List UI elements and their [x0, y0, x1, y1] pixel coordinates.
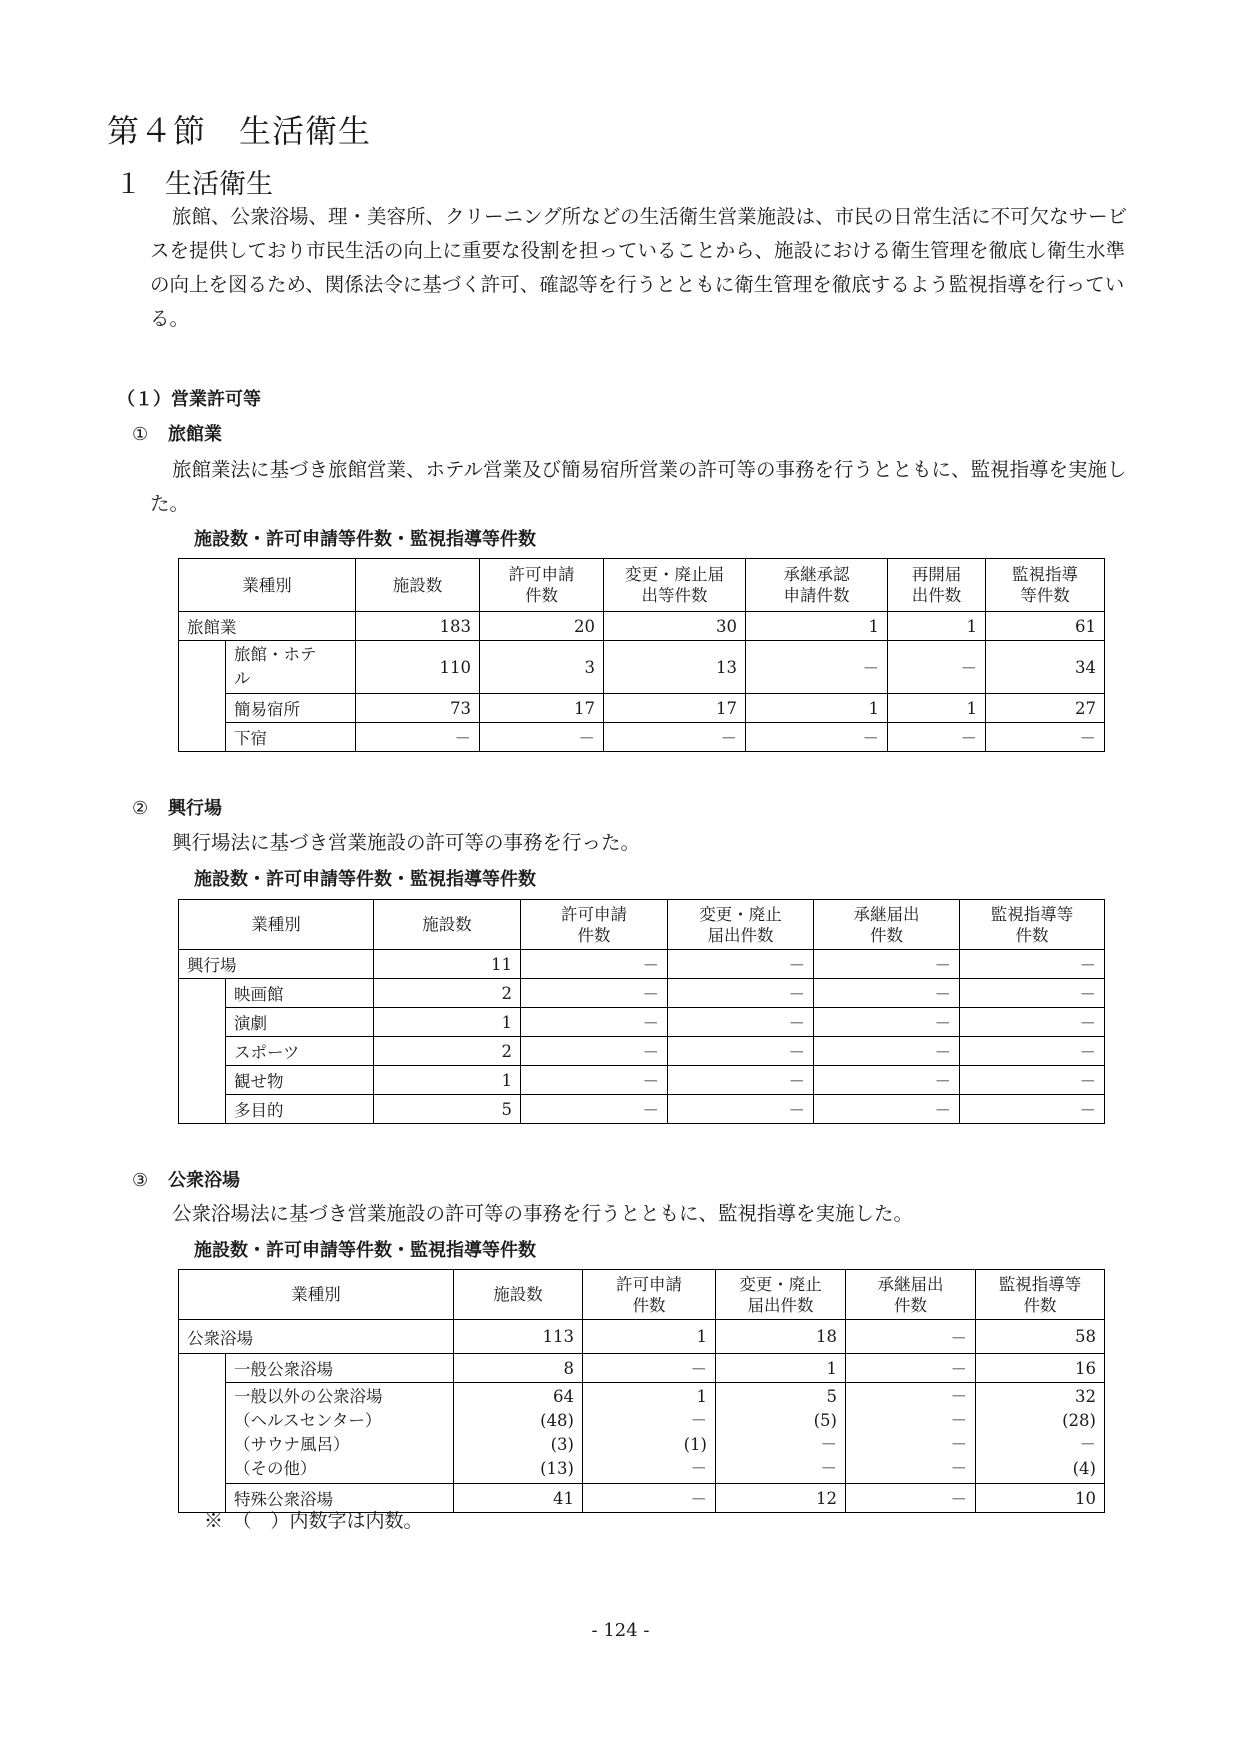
table-cell: 1 — [888, 694, 986, 723]
table-row — [179, 1354, 1105, 1383]
table-cell: 58 — [976, 1320, 1105, 1354]
table-cell: 1 — [746, 694, 888, 723]
header-succession: 承継届出 件数 — [814, 900, 960, 950]
header-reopen: 再開届 出件数 — [888, 559, 986, 612]
table-row — [179, 612, 1105, 641]
table-cell: － — [846, 1484, 976, 1513]
table-cell: － — [986, 723, 1105, 752]
header-permits: 許可申請 件数 — [480, 559, 604, 612]
heading — [115, 162, 273, 201]
table-cell: 18 — [716, 1320, 846, 1354]
kogyo-title: 興行場 — [168, 798, 222, 819]
table-cell: 30 — [604, 612, 746, 641]
ryokan-text: 旅館業法に基づき旅館営業、ホテル営業及び簡易宿所営業の許可等の事務を行うとともに、監視指導を実施した。 — [150, 458, 1127, 515]
kogyo-caption: 施設数・許可申請等件数・監視指導等件数 — [194, 869, 536, 890]
header-inspections: 監視指導等 件数 — [976, 1270, 1105, 1320]
table-cell: 61 — [986, 612, 1105, 641]
table-cell: 1 — [746, 612, 888, 641]
table-cell: － — [668, 1008, 814, 1037]
kogyo-table — [178, 899, 1105, 1124]
table-note: ※ （ ）内数字は内数。 — [204, 1510, 423, 1532]
row-label: 旅館・ホテ ル — [226, 641, 356, 694]
table-cell: － — [814, 950, 960, 979]
table-cell: 1 — [374, 1008, 521, 1037]
table-cell: 16 — [976, 1354, 1105, 1383]
table-cell: 113 — [454, 1320, 583, 1354]
table-row — [179, 1066, 1105, 1095]
table-row — [179, 1037, 1105, 1066]
koshu-heading — [132, 1166, 240, 1192]
table-cell: 27 — [986, 694, 1105, 723]
table-cell: 1 — [374, 1066, 521, 1095]
table-cell: － — [521, 1037, 668, 1066]
table-cell: 8 — [454, 1354, 583, 1383]
table-row — [179, 1008, 1105, 1037]
table-cell: － — [960, 950, 1105, 979]
table-cell: － — [960, 1037, 1105, 1066]
table-cell: 12 — [716, 1484, 846, 1513]
header-inspections: 監視指導等 件数 — [960, 900, 1105, 950]
table-cell: － － － － — [846, 1383, 976, 1484]
header-inspections: 監視指導 等件数 — [986, 559, 1105, 612]
table-cell: － — [668, 1066, 814, 1095]
table-cell: － — [521, 950, 668, 979]
table-row — [179, 641, 1105, 694]
row-label: 旅館業 — [179, 612, 356, 641]
subsection-heading: （１）営業許可等 — [117, 389, 261, 410]
table-cell: 13 — [604, 641, 746, 694]
header-succession: 承継承認 申請件数 — [746, 559, 888, 612]
table-cell: 32 (28) － (4) — [976, 1383, 1105, 1484]
table-cell: 110 — [356, 641, 480, 694]
heading-text: 生活衛生 — [165, 169, 273, 200]
row-label: 簡易宿所 — [226, 694, 356, 723]
table-cell: 11 — [374, 950, 521, 979]
kogyo-text: 興行場法に基づき営業施設の許可等の事務を行った。 — [172, 831, 641, 854]
table-cell: － — [960, 979, 1105, 1008]
header-category: 業種別 — [179, 900, 374, 950]
table-cell: － — [583, 1354, 716, 1383]
heading-number: １ — [115, 169, 142, 200]
table-row — [179, 1320, 1105, 1354]
table-row — [179, 694, 1105, 723]
row-label: スポーツ — [226, 1037, 374, 1066]
table-row — [179, 723, 1105, 752]
table-cell: 73 — [356, 694, 480, 723]
header-succession: 承継届出 件数 — [846, 1270, 976, 1320]
row-label: 一般以外の公衆浴場 （ヘルスセンター） （サウナ風呂） （その他） — [226, 1383, 454, 1484]
table-cell: 5 — [374, 1095, 521, 1124]
table-cell: － — [480, 723, 604, 752]
row-label: 特殊公衆浴場 — [226, 1484, 454, 1513]
table-row — [179, 979, 1105, 1008]
ryokan-table — [178, 558, 1105, 752]
header-changes: 変更・廃止 届出件数 — [716, 1270, 846, 1320]
header-facilities: 施設数 — [356, 559, 480, 612]
row-label: 映画館 — [226, 979, 374, 1008]
row-label: 公衆浴場 — [179, 1320, 454, 1354]
table-cell: 1 － (1) － — [583, 1383, 716, 1484]
koshu-number: ③ — [132, 1170, 149, 1191]
koshu-caption: 施設数・許可申請等件数・監視指導等件数 — [194, 1240, 536, 1261]
row-label: 下宿 — [226, 723, 356, 752]
table-row — [179, 1095, 1105, 1124]
section-title: 第４節 生活衛生 — [107, 112, 372, 150]
kogyo-heading — [132, 794, 222, 820]
header-facilities: 施設数 — [454, 1270, 583, 1320]
table-cell: － — [746, 641, 888, 694]
row-label: 演劇 — [226, 1008, 374, 1037]
header-permits: 許可申請 件数 — [583, 1270, 716, 1320]
table-cell: － — [814, 1008, 960, 1037]
table-row — [179, 950, 1105, 979]
table-row — [179, 1383, 1105, 1484]
table-cell: － — [521, 1066, 668, 1095]
table-cell: 17 — [480, 694, 604, 723]
table-cell: 5 (5) － － — [716, 1383, 846, 1484]
table-cell: － — [814, 1095, 960, 1124]
table-cell: 20 — [480, 612, 604, 641]
table-cell: 1 — [888, 612, 986, 641]
table-cell: － — [846, 1320, 976, 1354]
header-changes: 変更・廃止 届出件数 — [668, 900, 814, 950]
table-cell: － — [814, 1037, 960, 1066]
table-cell: － — [746, 723, 888, 752]
table-cell: － — [814, 979, 960, 1008]
table-cell: － — [888, 723, 986, 752]
table-cell: － — [521, 1008, 668, 1037]
table-cell: 1 — [583, 1320, 716, 1354]
table-cell: － — [521, 1095, 668, 1124]
table-cell: － — [583, 1484, 716, 1513]
intro-paragraph: 旅館、公衆浴場、理・美容所、クリーニング所などの生活衛生営業施設は、市民の日常生活に不可欠なサービスを提供しており市民生活の向上に重要な役割を担っていることから、施設における衛生管理を徹底し衛生水準の向上を図るため、関係法令に基づく許可、確認等を行うとともに衛生管理を徹底するよう監視指導を行っている。 — [150, 205, 1128, 330]
ryokan-number: ① — [132, 424, 149, 445]
table-cell: － — [668, 1095, 814, 1124]
page-number: - 124 - — [591, 1620, 650, 1641]
ryokan-title: 旅館業 — [168, 424, 222, 445]
table-cell: － — [668, 1037, 814, 1066]
koshu-text: 公衆浴場法に基づき営業施設の許可等の事務を行うとともに、監視指導を実施した。 — [172, 1202, 914, 1225]
header-changes: 変更・廃止届 出等件数 — [604, 559, 746, 612]
table-cell: － — [846, 1354, 976, 1383]
table-cell: － — [960, 1095, 1105, 1124]
table-cell: 64 (48) (3) (13) — [454, 1383, 583, 1484]
table-cell: － — [668, 979, 814, 1008]
table-cell: 10 — [976, 1484, 1105, 1513]
kogyo-number: ② — [132, 798, 149, 819]
table-cell: 1 — [716, 1354, 846, 1383]
row-label: 一般公衆浴場 — [226, 1354, 454, 1383]
row-label: 興行場 — [179, 950, 374, 979]
row-label: 多目的 — [226, 1095, 374, 1124]
table-cell: － — [356, 723, 480, 752]
table-cell: － — [521, 979, 668, 1008]
table-cell: 17 — [604, 694, 746, 723]
koshu-table — [178, 1269, 1105, 1513]
header-category: 業種別 — [179, 1270, 454, 1320]
table-cell: 34 — [986, 641, 1105, 694]
header-facilities: 施設数 — [374, 900, 521, 950]
table-cell: 183 — [356, 612, 480, 641]
table-cell: － — [960, 1066, 1105, 1095]
koshu-title: 公衆浴場 — [168, 1170, 240, 1191]
table-cell: － — [604, 723, 746, 752]
table-cell: － — [814, 1066, 960, 1095]
table-cell: 3 — [480, 641, 604, 694]
header-permits: 許可申請 件数 — [521, 900, 668, 950]
table-cell: － — [888, 641, 986, 694]
ryokan-heading — [132, 420, 222, 446]
ryokan-caption: 施設数・許可申請等件数・監視指導等件数 — [194, 529, 536, 550]
row-label: 観せ物 — [226, 1066, 374, 1095]
table-cell: － — [960, 1008, 1105, 1037]
header-category: 業種別 — [179, 559, 356, 612]
table-cell: 41 — [454, 1484, 583, 1513]
table-cell: 2 — [374, 979, 521, 1008]
table-cell: 2 — [374, 1037, 521, 1066]
table-cell: － — [668, 950, 814, 979]
